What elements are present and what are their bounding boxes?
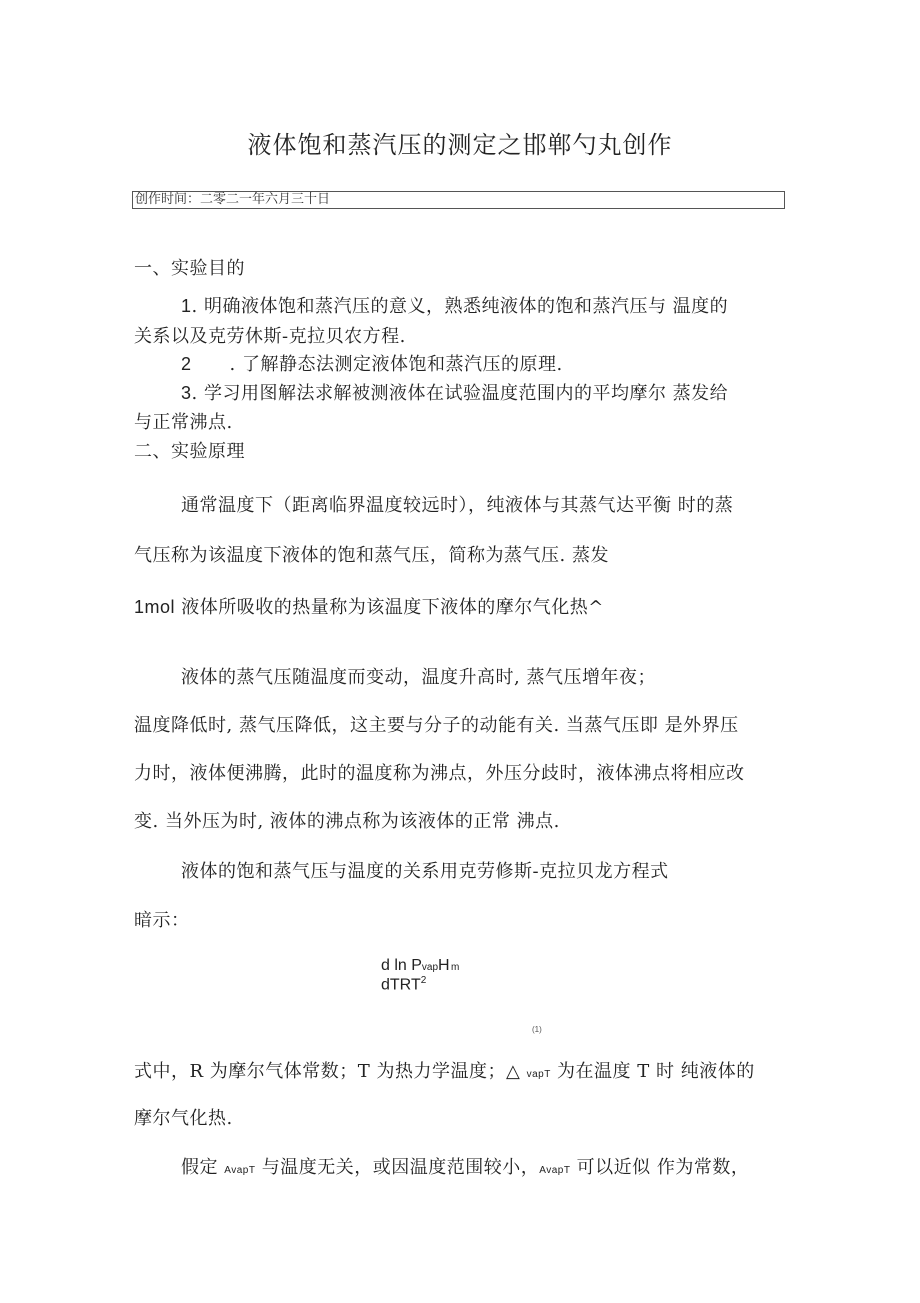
formula-sup-2: 2 — [420, 975, 427, 986]
para-1-mol: 1mol — [134, 597, 176, 617]
para-5-part-a: 假定 — [181, 1157, 225, 1178]
para-4-part-a: 式中，R 为摩尔气体常数；T 为热力学温度；△ — [134, 1061, 527, 1082]
formula-numerator — [381, 957, 459, 975]
para-5-part-c: 可以近似 作为常数， — [570, 1157, 750, 1178]
aim-3-line-1 — [181, 379, 728, 405]
para-5-line-1 — [181, 1153, 749, 1179]
aim-3-line-2: 与正常沸点. — [134, 412, 233, 433]
para-3-line-2: 暗示： — [134, 910, 190, 931]
aim-1-line-2: 关系以及克劳休斯-克拉贝农方程. — [134, 326, 406, 347]
para-4-line-1 — [134, 1057, 755, 1083]
formula-denominator — [381, 975, 426, 994]
para-5-part-b: 与温度无关，或因温度范围较小， — [255, 1157, 540, 1178]
para-3-line-1: 液体的饱和蒸气压与温度的关系用克劳修斯-克拉贝龙方程式 — [181, 861, 669, 882]
para-4-sub-vapt: vapT — [526, 1069, 551, 1080]
aim-1-line-1 — [181, 292, 728, 318]
formula-h: H — [438, 957, 450, 974]
section-heading-aims: 一、实验目的 — [134, 258, 245, 279]
page-title: 液体饱和蒸汽压的测定之邯郸勺丸创作 — [247, 131, 673, 159]
formula-sub-vap: vap — [421, 962, 439, 973]
equation-number: (1) — [532, 1025, 542, 1034]
aim-2-text: . 了解静态法测定液体饱和蒸汽压的原理. — [229, 354, 563, 375]
aim-1-number: 1 — [181, 296, 192, 316]
para-2-line-2: 温度降低时, 蒸气压降低，这主要与分子的动能有关. 当蒸气压即 是外界压 — [134, 715, 739, 736]
para-2-line-3: 力时，液体便沸腾，此时的温度称为沸点，外压分歧时，液体沸点将相应改 — [134, 763, 745, 784]
section-heading-principle: 二、实验原理 — [134, 441, 245, 462]
aim-3-number: 3 — [181, 383, 192, 403]
formula-sub-m: m — [450, 962, 460, 973]
para-4-part-b: 为在温度 T 时 纯液体的 — [550, 1061, 755, 1082]
formula-dlnp: d ln P — [381, 957, 422, 974]
aim-2-number: 2 — [181, 354, 192, 374]
para-1-line-2: 气压称为该温度下液体的饱和蒸气压，简称为蒸气压. 蒸发 — [134, 545, 609, 566]
aim-1-text: . 明确液体饱和蒸汽压的意义，熟悉纯液体的饱和蒸汽压与 温度的 — [191, 296, 729, 317]
formula-dtrt: dTRT — [381, 976, 421, 994]
creation-time-box: 创作时间：二零二一年六月三十日 — [132, 191, 785, 209]
para-1-rest: 液体所吸收的热量称为该温度下液体的摩尔气化热^ — [175, 597, 604, 618]
para-5-sub-1: AvapT — [224, 1165, 256, 1176]
para-5-sub-2: AvapT — [539, 1165, 571, 1176]
para-4-line-2: 摩尔气化热. — [134, 1108, 233, 1129]
para-2-line-4: 变. 当外压为时, 液体的沸点称为该液体的正常 沸点. — [134, 811, 560, 832]
aim-3-text: . 学习用图解法求解被测液体在试验温度范围内的平均摩尔 蒸发给 — [191, 383, 729, 404]
para-1-line-1: 通常温度下（距离临界温度较远时），纯液体与其蒸气达平衡 时的蒸 — [181, 495, 734, 516]
aim-2 — [181, 350, 563, 376]
para-2-line-1: 液体的蒸气压随温度而变动，温度升高时, 蒸气压增年夜； — [181, 667, 656, 688]
para-1-line-3 — [134, 593, 604, 619]
